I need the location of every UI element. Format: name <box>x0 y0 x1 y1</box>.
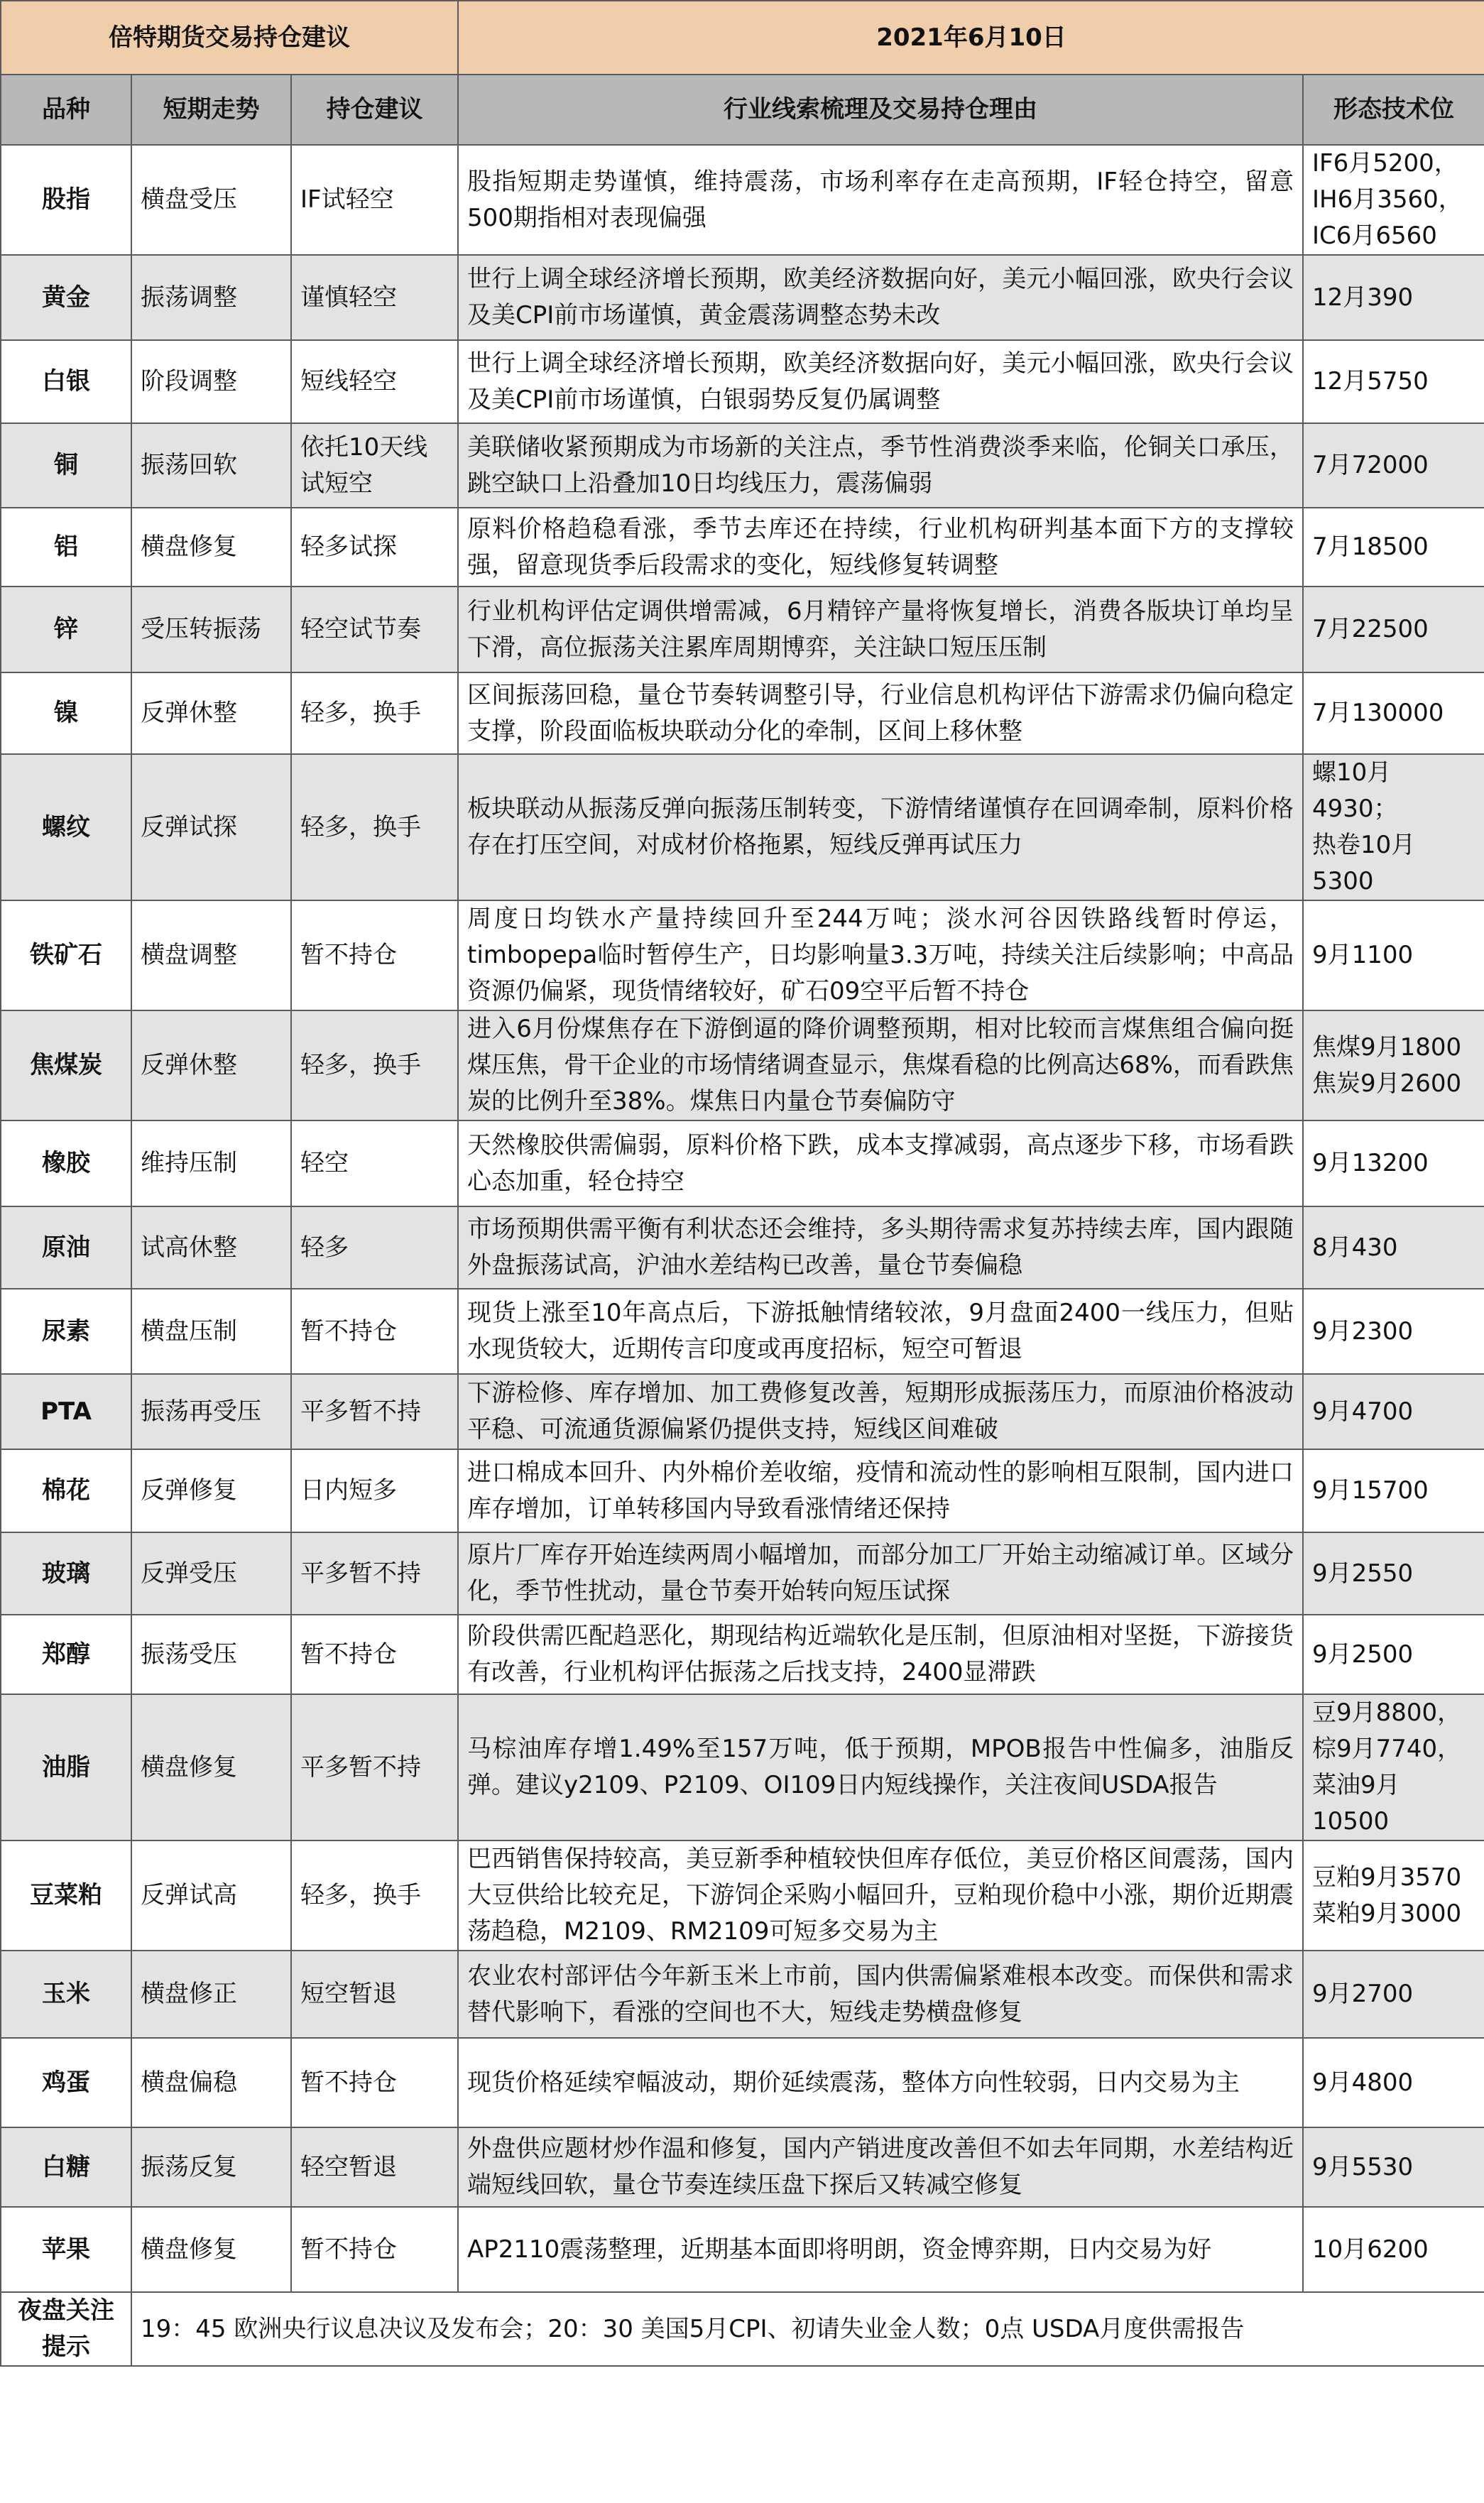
tech-level-line: 焦炭9月2600 <box>1312 1069 1462 1098</box>
advice-line: 轻多，换手 <box>300 1051 421 1079</box>
variety-cell: 油脂 <box>1 1694 131 1841</box>
advice-cell <box>291 1532 458 1615</box>
tech-level-cell <box>1303 1532 1484 1615</box>
tech-level-cell <box>1303 255 1484 340</box>
reason-cell: 下游检修、库存增加、加工费修复改善，短期形成振荡压力，而原油价格波动平稳、可流通货源偏紧仍提供支持，短线区间难破 <box>458 1374 1303 1449</box>
trend-cell: 维持压制 <box>131 1120 291 1206</box>
tech-level-cell <box>1303 1841 1484 1951</box>
column-header-reason: 行业线索梳理及交易持仓理由 <box>458 75 1303 145</box>
column-header-tech: 形态技术位 <box>1303 75 1484 145</box>
tech-level-line: 螺10月4930； <box>1312 758 1398 823</box>
table-body <box>1 145 1484 2292</box>
advice-cell <box>291 2127 458 2207</box>
advice-cell <box>291 1841 458 1951</box>
advice-cell <box>291 1289 458 1374</box>
tech-level-line: 9月4700 <box>1312 1397 1414 1426</box>
tech-level-line: 豆9月8800， <box>1312 1698 1462 1727</box>
footer-label: 夜盘关注提示 <box>1 2292 131 2366</box>
advice-line: 短空暂退 <box>300 1980 397 2008</box>
table-row <box>1 1120 1484 1206</box>
tech-level-line: 10月6200 <box>1312 2235 1429 2264</box>
tech-level-line: 7月18500 <box>1312 533 1429 561</box>
variety-cell: 焦煤炭 <box>1 1010 131 1120</box>
reason-cell: 现货上涨至10年高点后，下游抵触情绪较浓，9月盘面2400一线压力，但贴水现货较大，近期传言印度或再度招标，短空可暂退 <box>458 1289 1303 1374</box>
column-header-trend: 短期走势 <box>131 75 291 145</box>
trend-cell: 振荡回软 <box>131 423 291 508</box>
advice-cell <box>291 255 458 340</box>
advice-line: 暂不持仓 <box>300 1316 397 1346</box>
variety-cell: 螺纹 <box>1 754 131 900</box>
column-header-variety: 品种 <box>1 75 131 145</box>
advice-line: 暂不持仓 <box>300 2068 397 2097</box>
advice-line: 平多暂不持 <box>300 1559 421 1588</box>
advice-line: 谨慎轻空 <box>300 283 397 312</box>
reason-cell: 阶段供需匹配趋恶化，期现结构近端软化是压制，但原油相对坚挺，下游接货有改善，行业机构评估振荡之后找支持，2400显滞跌 <box>458 1615 1303 1694</box>
advice-line: 日内短多 <box>300 1476 397 1505</box>
variety-cell: 棉花 <box>1 1449 131 1532</box>
variety-cell: 豆菜粕 <box>1 1841 131 1951</box>
tech-level-line: 豆粕9月3570 <box>1312 1863 1462 1892</box>
variety-cell: 鸡蛋 <box>1 2038 131 2127</box>
advice-cell <box>291 508 458 587</box>
trend-cell: 反弹试高 <box>131 1841 291 1951</box>
variety-cell: 郑醇 <box>1 1615 131 1694</box>
tech-level-line: 9月4800 <box>1312 2068 1414 2097</box>
reason-cell: 原料价格趋稳看涨，季节去库还在持续，行业机构研判基本面下方的支撑较强，留意现货季后段需求的变化，短线修复转调整 <box>458 508 1303 587</box>
advice-line: 轻多 <box>300 1233 349 1262</box>
advice-line: 轻空试节奏 <box>300 615 421 643</box>
reason-cell: 股指短期走势谨慎，维持震荡，市场利率存在走高预期，IF轻仓持空，留意500期指相对表现偏强 <box>458 145 1303 255</box>
report-title: 倍特期货交易持仓建议 <box>1 1 458 75</box>
trend-cell: 横盘修正 <box>131 1951 291 2038</box>
tech-level-cell <box>1303 1374 1484 1449</box>
tech-level-line: 9月2500 <box>1312 1640 1414 1669</box>
trend-cell: 反弹修复 <box>131 1449 291 1532</box>
reason-cell: 原片厂库存开始连续两周小幅增加，而部分加工厂开始主动缩减订单。区域分化，季节性扰动，量仓节奏开始转向短压试探 <box>458 1532 1303 1615</box>
variety-cell: PTA <box>1 1374 131 1449</box>
table-row <box>1 754 1484 900</box>
variety-cell: 白银 <box>1 340 131 423</box>
tech-level-line: 7月72000 <box>1312 451 1429 479</box>
tech-level-line: 9月13200 <box>1312 1149 1429 1177</box>
advice-line: 轻多，换手 <box>300 812 421 841</box>
trend-cell: 受压转振荡 <box>131 587 291 672</box>
advice-cell <box>291 340 458 423</box>
table-row <box>1 1615 1484 1694</box>
variety-cell: 白糖 <box>1 2127 131 2207</box>
table-row <box>1 423 1484 508</box>
tech-level-cell <box>1303 1615 1484 1694</box>
table-row <box>1 508 1484 587</box>
advice-line: 短线轻空 <box>300 367 397 396</box>
trend-cell: 横盘修复 <box>131 2207 291 2292</box>
advice-line: 暂不持仓 <box>300 1640 397 1669</box>
column-header-row <box>1 75 1484 145</box>
reason-cell: 世行上调全球经济增长预期，欧美经济数据向好，美元小幅回涨，欧央行会议及美CPI前市场谨慎，白银弱势反复仍属调整 <box>458 340 1303 423</box>
table-row <box>1 587 1484 672</box>
tech-level-line: IH6月3560， <box>1312 185 1463 214</box>
trend-cell: 反弹休整 <box>131 1010 291 1120</box>
table-row <box>1 1449 1484 1532</box>
trend-cell: 振荡调整 <box>131 255 291 340</box>
tech-level-line: 焦煤9月1800 <box>1312 1032 1462 1062</box>
advice-cell <box>291 900 458 1010</box>
advice-line: 轻多，换手 <box>300 699 421 727</box>
table-row <box>1 2207 1484 2292</box>
trend-cell: 反弹试探 <box>131 754 291 900</box>
tech-level-line: 菜粕9月3000 <box>1312 1899 1462 1928</box>
tech-level-cell <box>1303 1120 1484 1206</box>
trend-cell: 反弹受压 <box>131 1532 291 1615</box>
reason-cell: 进口棉成本回升、内外棉价差收缩，疫情和流动性的影响相互限制，国内进口库存增加，订单转移国内导致看涨情绪还保持 <box>458 1449 1303 1532</box>
trend-cell: 振荡反复 <box>131 2127 291 2207</box>
trend-cell: 横盘修复 <box>131 508 291 587</box>
reason-cell: 市场预期供需平衡有利状态还会维持，多头期待需求复苏持续去库，国内跟随外盘振荡试高，沪油水差结构已改善，量仓节奏偏稳 <box>458 1206 1303 1289</box>
advice-cell <box>291 1010 458 1120</box>
advice-line: 轻多试探 <box>300 533 397 561</box>
table-row <box>1 1010 1484 1120</box>
tech-level-line: 9月2550 <box>1312 1559 1414 1588</box>
reason-cell: AP2110震荡整理，近期基本面即将明朗，资金博弈期，日内交易为好 <box>458 2207 1303 2292</box>
reason-cell: 行业机构评估定调供增需减，6月精锌产量将恢复增长，消费各版块订单均呈下滑，高位振荡关注累库周期博弈，关注缺口短压压制 <box>458 587 1303 672</box>
variety-cell: 玉米 <box>1 1951 131 2038</box>
reason-cell: 板块联动从振荡反弹向振荡压制转变，下游情绪谨慎存在回调牵制，原料价格存在打压空间，对成材价格拖累，短线反弹再试压力 <box>458 754 1303 900</box>
footer-text: 19：45 欧洲央行议息决议及发布会；20：30 美国5月CPI、初请失业金人数；0点 USDA月度供需报告 <box>131 2292 1484 2366</box>
column-header-advice: 持仓建议 <box>291 75 458 145</box>
variety-cell: 原油 <box>1 1206 131 1289</box>
trend-cell: 反弹休整 <box>131 672 291 754</box>
reason-cell: 天然橡胶供需偏弱，原料价格下跌，成本支撑减弱，高点逐步下移，市场看跌心态加重，轻仓持空 <box>458 1120 1303 1206</box>
variety-cell: 铁矿石 <box>1 900 131 1010</box>
reason-cell: 现货价格延续窄幅波动，期价延续震荡，整体方向性较弱，日内交易为主 <box>458 2038 1303 2127</box>
table-row <box>1 145 1484 255</box>
advice-cell <box>291 145 458 255</box>
table-row <box>1 1206 1484 1289</box>
variety-cell: 玻璃 <box>1 1532 131 1615</box>
tech-level-cell <box>1303 1010 1484 1120</box>
footer-row <box>1 2292 1484 2366</box>
table-row <box>1 2127 1484 2207</box>
table-row <box>1 1289 1484 1374</box>
tech-level-cell <box>1303 1449 1484 1532</box>
advice-cell <box>291 587 458 672</box>
advice-cell <box>291 2207 458 2292</box>
trend-cell: 横盘压制 <box>131 1289 291 1374</box>
advice-cell <box>291 1120 458 1206</box>
reason-cell: 进入6月份煤焦存在下游倒逼的降价调整预期，相对比较而言煤焦组合偏向挺煤压焦，骨干企业的市场情绪调查显示，焦煤看稳的比例高达68%，而看跌焦炭的比例升至38%。煤焦日内量仓节奏偏防守 <box>458 1010 1303 1120</box>
trend-cell: 试高休整 <box>131 1206 291 1289</box>
table-row <box>1 255 1484 340</box>
advice-line: 试短空 <box>300 469 373 498</box>
tech-level-line: 9月2700 <box>1312 1980 1414 2008</box>
table-row <box>1 672 1484 754</box>
tech-level-line: IF6月5200， <box>1312 149 1458 178</box>
advice-cell <box>291 672 458 754</box>
trend-cell: 横盘受压 <box>131 145 291 255</box>
variety-cell: 铜 <box>1 423 131 508</box>
advice-line: 轻空暂退 <box>300 2152 397 2181</box>
tech-level-cell <box>1303 2127 1484 2207</box>
table-row <box>1 2038 1484 2127</box>
tech-level-cell <box>1303 900 1484 1010</box>
tech-level-cell <box>1303 587 1484 672</box>
table-row <box>1 1374 1484 1449</box>
report-date: 2021年6月10日 <box>458 1 1484 75</box>
tech-level-line: 热卷10月5300 <box>1312 831 1416 895</box>
variety-cell: 尿素 <box>1 1289 131 1374</box>
table-row <box>1 1532 1484 1615</box>
tech-level-line: 9月1100 <box>1312 941 1414 969</box>
reason-cell: 农业农村部评估今年新玉米上市前，国内供需偏紧难根本改变。而保供和需求替代影响下，看涨的空间也不大，短线走势横盘修复 <box>458 1951 1303 2038</box>
variety-cell: 橡胶 <box>1 1120 131 1206</box>
variety-cell: 黄金 <box>1 255 131 340</box>
tech-level-cell <box>1303 1694 1484 1841</box>
advice-cell <box>291 1449 458 1532</box>
advice-cell <box>291 1615 458 1694</box>
advice-line: 暂不持仓 <box>300 2235 397 2264</box>
table-row <box>1 1951 1484 2038</box>
tech-level-line: 7月22500 <box>1312 615 1429 643</box>
table-row <box>1 900 1484 1010</box>
tech-level-cell <box>1303 2038 1484 2127</box>
tech-level-line: 12月5750 <box>1312 367 1429 396</box>
reason-cell: 区间振荡回稳，量仓节奏转调整引导，行业信息机构评估下游需求仍偏向稳定支撑，阶段面临板块联动分化的牵制，区间上移休整 <box>458 672 1303 754</box>
advice-line: 暂不持仓 <box>300 941 397 969</box>
table-row <box>1 340 1484 423</box>
tech-level-line: 棕9月7740， <box>1312 1735 1462 1763</box>
reason-cell: 巴西销售保持较高，美豆新季种植较快但库存低位，美豆价格区间震荡，国内大豆供给比较充足，下游饲企采购小幅回升，豆粕现价稳中小涨，期价近期震荡趋稳，M2109、RM2109可短多交易为主 <box>458 1841 1303 1951</box>
tech-level-cell <box>1303 754 1484 900</box>
trend-cell: 阶段调整 <box>131 340 291 423</box>
advice-cell <box>291 1694 458 1841</box>
tech-level-line: 8月430 <box>1312 1233 1398 1262</box>
trend-cell: 振荡再受压 <box>131 1374 291 1449</box>
trend-cell: 横盘调整 <box>131 900 291 1010</box>
reason-cell: 外盘供应题材炒作温和修复，国内产销进度改善但不如去年同期，水差结构近端短线回软，量仓节奏连续压盘下探后又转减空修复 <box>458 2127 1303 2207</box>
table-row <box>1 1841 1484 1951</box>
reason-cell: 马棕油库存增1.49%至157万吨，低于预期，MPOB报告中性偏多，油脂反弹。建议y2109、P2109、OI109日内短线操作，关注夜间USDA报告 <box>458 1694 1303 1841</box>
variety-cell: 锌 <box>1 587 131 672</box>
variety-cell: 苹果 <box>1 2207 131 2292</box>
advice-line: 依托10天线 <box>300 432 428 462</box>
table-row <box>1 1694 1484 1841</box>
variety-cell: 镍 <box>1 672 131 754</box>
tech-level-cell <box>1303 1951 1484 2038</box>
advice-cell <box>291 1951 458 2038</box>
tech-level-cell <box>1303 2207 1484 2292</box>
tech-level-line: IC6月6560 <box>1312 222 1437 250</box>
advice-line: 轻空 <box>300 1149 349 1177</box>
variety-cell: 铝 <box>1 508 131 587</box>
advice-line: 平多暂不持 <box>300 1397 421 1426</box>
tech-level-cell <box>1303 1206 1484 1289</box>
variety-cell: 股指 <box>1 145 131 255</box>
reason-cell: 周度日均铁水产量持续回升至244万吨；淡水河谷因铁路线暂时停运，timbopepa临时暂停生产，日均影响量3.3万吨，持续关注后续影响；中高品资源仍偏紧，现货情绪较好，矿石09空平后暂不持仓 <box>458 900 1303 1010</box>
advice-cell <box>291 2038 458 2127</box>
trend-cell: 横盘修复 <box>131 1694 291 1841</box>
reason-cell: 美联储收紧预期成为市场新的关注点，季节性消费淡季来临，伦铜关口承压，跳空缺口上沿叠加10日均线压力，震荡偏弱 <box>458 423 1303 508</box>
tech-level-line: 9月15700 <box>1312 1476 1429 1505</box>
advice-cell <box>291 423 458 508</box>
tech-level-cell <box>1303 423 1484 508</box>
tech-level-line: 12月390 <box>1312 283 1414 312</box>
reason-cell: 世行上调全球经济增长预期，欧美经济数据向好，美元小幅回涨，欧央行会议及美CPI前市场谨慎，黄金震荡调整态势未改 <box>458 255 1303 340</box>
advice-cell <box>291 754 458 900</box>
advice-cell <box>291 1206 458 1289</box>
advice-line: IF试轻空 <box>300 185 394 214</box>
tech-level-line: 菜油9月10500 <box>1312 1771 1400 1836</box>
trend-cell: 横盘偏稳 <box>131 2038 291 2127</box>
advice-line: 轻多，换手 <box>300 1881 421 1909</box>
title-row <box>1 1 1484 75</box>
tech-level-line: 9月2300 <box>1312 1316 1414 1346</box>
trend-cell: 振荡受压 <box>131 1615 291 1694</box>
tech-level-line: 9月5530 <box>1312 2152 1414 2181</box>
tech-level-line: 7月130000 <box>1312 699 1444 727</box>
tech-level-cell <box>1303 508 1484 587</box>
advice-cell <box>291 1374 458 1449</box>
tech-level-cell <box>1303 672 1484 754</box>
tech-level-cell <box>1303 340 1484 423</box>
advice-line: 平多暂不持 <box>300 1752 421 1782</box>
tech-level-cell <box>1303 145 1484 255</box>
tech-level-cell <box>1303 1289 1484 1374</box>
